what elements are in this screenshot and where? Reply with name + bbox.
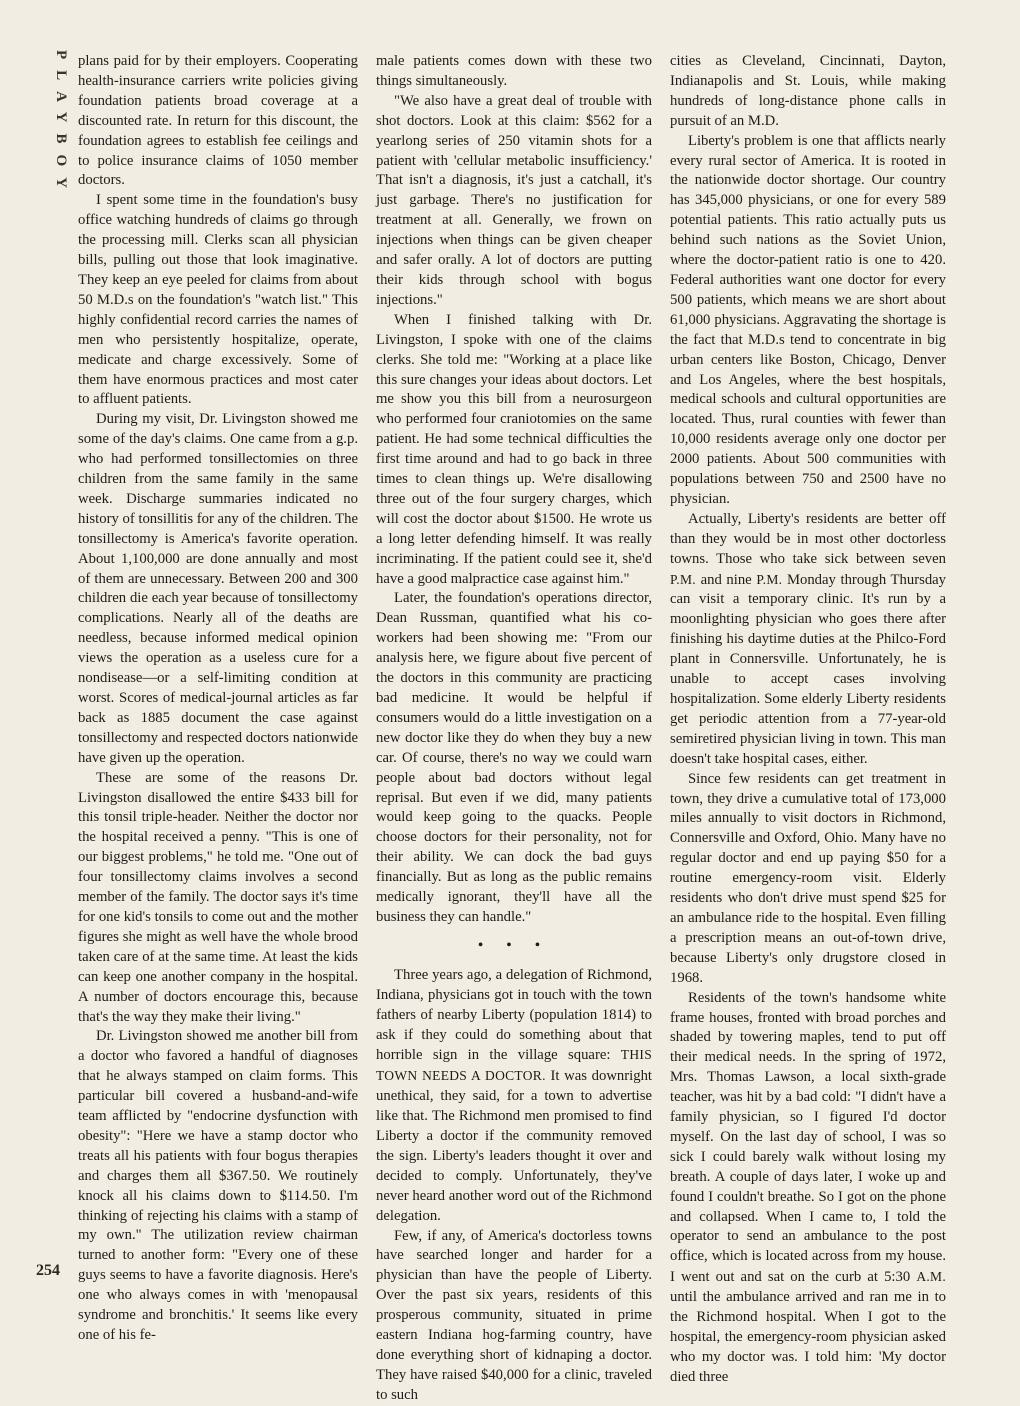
paragraph: Few, if any, of America's doctorless towns have searched longer and harder for a physician than have the people of Liberty. Over the past six years, residents of this prosperous community, situated in prime eastern Indiana hog-farming country, have done everything short of kidnaping a doctor. They have raised $40,000 for a clinic, traveled to such: [376, 1227, 652, 1403]
sign-text: THIS TOWN NEEDS A DOCTOR.: [376, 1047, 652, 1084]
paragraph: Later, the foundation's operations director, Dean Russman, quantified what his co-workers had been showing me: "From our analysis here, we figure about five percent of the doctors in this community are practicing bad medicine. It would be helpful if consumers would do a little investigation on a new doctor like they do when they buy a new car. Of course, there's no way we could warn people about bad doctors without legal reprisal. But even if we did, many patients would keep going to the quacks. People choose doctors for their personality, not for their ability. We can dock the bad guys financially. But as long as the public remains medically ignorant, they'll have all the business they can handle.": [376, 590, 652, 925]
text-run: Three years ago, a delegation of Richmond, Indiana, physicians got in touch with the town fathers of nearby Liberty (population 1814) to ask if they could do something about that horrible sign in the village square:: [376, 966, 652, 1064]
paragraph: Dr. Livingston showed me another bill from a doctor who favored a handful of diagnoses that he always stamped on claim forms. This particular bill covered a husband-and-wife team afflicted by "endocrine dysfunction with obesity": "Here we have a stamp doctor who treats all his patients with four bogus therapies and charges them all $367.50. We routinely knock all his claims down to $114.50. I'm thinking of rejecting his claims with a stamp of my own." The utilization review chairman turned to another form: "Every one of these guys seems to have a favorite diagnosis. Here's one who always comes in with 'menopausal syndrome and bronchitis.' It seems like every one of his fe-: [78, 1028, 358, 1343]
text-column-3: [670, 52, 947, 1385]
paragraph: These are some of the reasons Dr. Livingston disallowed the entire $433 bill for this tonsil triple-header. Neither the doctor nor the hospital received a penny. "This is one of our biggest problems," he told me. "One out of four tonsillectomy claims involves a second member of the family. The doctor says it's time for one kid's tonsils to come out and the mother figures she might as well have the whole brood taken care of at the same time. At least the kids can keep one another company in the hospital. A number of doctors encourage this, because that's the way they make their living.": [78, 769, 358, 1025]
paragraph: male patients comes down with these two things simultaneously.: [376, 53, 652, 89]
paragraph: During my visit, Dr. Livingston showed me some of the day's claims. One came from a g.p. who had performed tonsillectomies on three children from the same family in the same week. Discharge summaries indicated no history of tonsillitis for any of the children. The tonsillectomy is America's favorite operation. About 1,100,000 are done annually and most of them are unnecessary. Between 200 and 300 children die each year because of tonsillectomy complications. Nearly all of the deaths are needless, because informed medical opinion views the operation as a useless cure for a nondisease—or a self-limiting condition at worst. Scores of medical-journal articles as far back as 1885 document the case against tonsillectomy and respected doctors nationwide have given up the operation.: [78, 411, 358, 766]
text-run: and nine: [700, 571, 752, 588]
text-column-1: [78, 52, 358, 1343]
text-run: Actually, Liberty's residents are better off than they would be in most other doctorless towns. Those who take sick between seven: [670, 510, 946, 567]
paragraph: Liberty's problem is one that afflicts nearly every rural sector of America. It is rooted in the nationwide doctor shortage. Our country has 345,000 physicians, or one for every 589 potential patients. This ratio actually puts us behind such nations as the Soviet Union, where the doctor-patient ratio is one to 420. Federal authorities want one doctor for every 500 patients, which means we are short about 61,000 physicians. Aggravating the shortage is the fact that M.D.s tend to concentrate in big urban centers like Boston, Chicago, Denver and Los Angeles, where the best hospitals, medical schools and cultural opportunities are located. Thus, rural counties with fewer than 10,000 residents average only one doctor per 2000 patients. About 500 communities with populations between 750 and 2500 have no physician.: [670, 132, 946, 507]
text-run: until the ambulance arrived and ran me in to the Richmond hospital. When I got to the hospital, the emergency-room physician asked who my doctor was. I told him: 'My doctor died three: [670, 1289, 946, 1385]
section-divider: • • •: [478, 937, 550, 953]
text-run: It was downright unethical, they said, for a town to advertise like that. The Richmond men promised to find Liberty a doctor if the community removed the sign. Liberty's leaders thought it over and decided to comply. Unfortunately, they've never heard another word out of the Richmond delegation.: [376, 1068, 653, 1224]
time-marker: P.M.: [670, 571, 696, 587]
paragraph: cities as Cleveland, Cincinnati, Dayton, Indianapolis and St. Louis, while making hundreds of long-distance phone calls in pursuit of an M.D.: [670, 53, 946, 129]
text-run: Monday through Thursday can visit a temporary clinic. It's run by a moonlighting physician who goes there after finishing his daytime duties at the Philco-Ford plant in Connersville. Unfortunately, he is unable to accept cases involving hospitalization. Some elderly Liberty residents get periodic attention from a 77-year-old semiretired physician living in town. This man doesn't take hospital cases, either.: [670, 571, 947, 767]
text-column-2: [376, 52, 653, 1403]
paragraph: I spent some time in the foundation's busy office watching hundreds of claims go through the processing mill. Clerks scan all physician bills, pulling out those that look imaginative. They keep an eye peeled for claims from about 50 M.D.s on the foundation's "watch list." This highly confidential record carries the names of men who persistently hospitalize, operate, medicate and charge excessively. Some of them have enormous practices and most cater to affluent patients.: [78, 192, 358, 408]
paragraph: plans paid for by their employers. Cooperating health-insurance carriers write policies giving foundation patients broad coverage at a discounted rate. In return for this discount, the foundation agrees to establish fee ceilings and to police insurance claims of 1050 member doctors.: [78, 53, 358, 189]
magazine-running-head: [48, 44, 72, 204]
page-number: 254: [36, 1262, 60, 1279]
paragraph: When I finished talking with Dr. Livingston, I spoke with one of the claims clerks. She told me: "Working at a place like this sure changes your ideas about doctors. Let me show you this bill from a neurosurgeon who performed four craniotomies on the same patient. He had some technical difficulties the first time around and had to go back in three times to clean things up. We're disallowing three out of the four surgery charges, which will cost the doctor about $1500. He wrote us a long letter defending himself. It was really incriminating. If the patient could see it, she'd have a good malpractice case against him.": [376, 311, 652, 587]
paragraph: [670, 510, 946, 770]
time-marker: A.M.: [916, 1269, 947, 1285]
magazine-name: PLAYBOY: [52, 49, 69, 199]
paragraph: [670, 989, 946, 1388]
paragraph: Since few residents can get treatment in town, they drive a cumulative total of 173,000 miles annually to visit doctors in Richmond, Connersville and Oxford, Ohio. Many have no regular doctor and end up paying $50 for a routine emergency-room visit. Elderly residents who don't drive must spend $25 for an ambulance ride to the hospital. Even filling a prescription means an out-of-town drive, because Liberty's only drugstore closed in 1968.: [670, 770, 946, 986]
text-run: Residents of the town's handsome white frame houses, fronted with broad porches and shaded by towering maples, tend to put off their medical needs. In the spring of 1972, Mrs. Thomas Lawson, a local sixth-grade teacher, was hit by a bad cold: "I didn't have a family physician, so I figured I'd doctor myself. On the last day of school, I was so sick I could barely walk without losing my breath. A couple of days later, I woke up and found I couldn't breathe. So I got on the phone and collapsed. When I came to, I told the operator to send an ambulance to the post office, which is located across from my house. I went out and sat on the curb at 5:30: [670, 989, 946, 1286]
time-marker: P.M.: [756, 571, 783, 587]
paragraph: [376, 966, 652, 1227]
paragraph: "We also have a great deal of trouble with shot doctors. Look at this claim: $562 for a yearlong series of 250 vitamin shots for a patient with 'cellular metabolic insufficiency.' That isn't a diagnosis, it's just a catchall, it's just garbage. There's no justification for treatment at all. Generally, we frown on injections when things can be given cheaper and safer orally. A lot of doctors are putting their kids through school with bogus injections.": [376, 92, 652, 308]
